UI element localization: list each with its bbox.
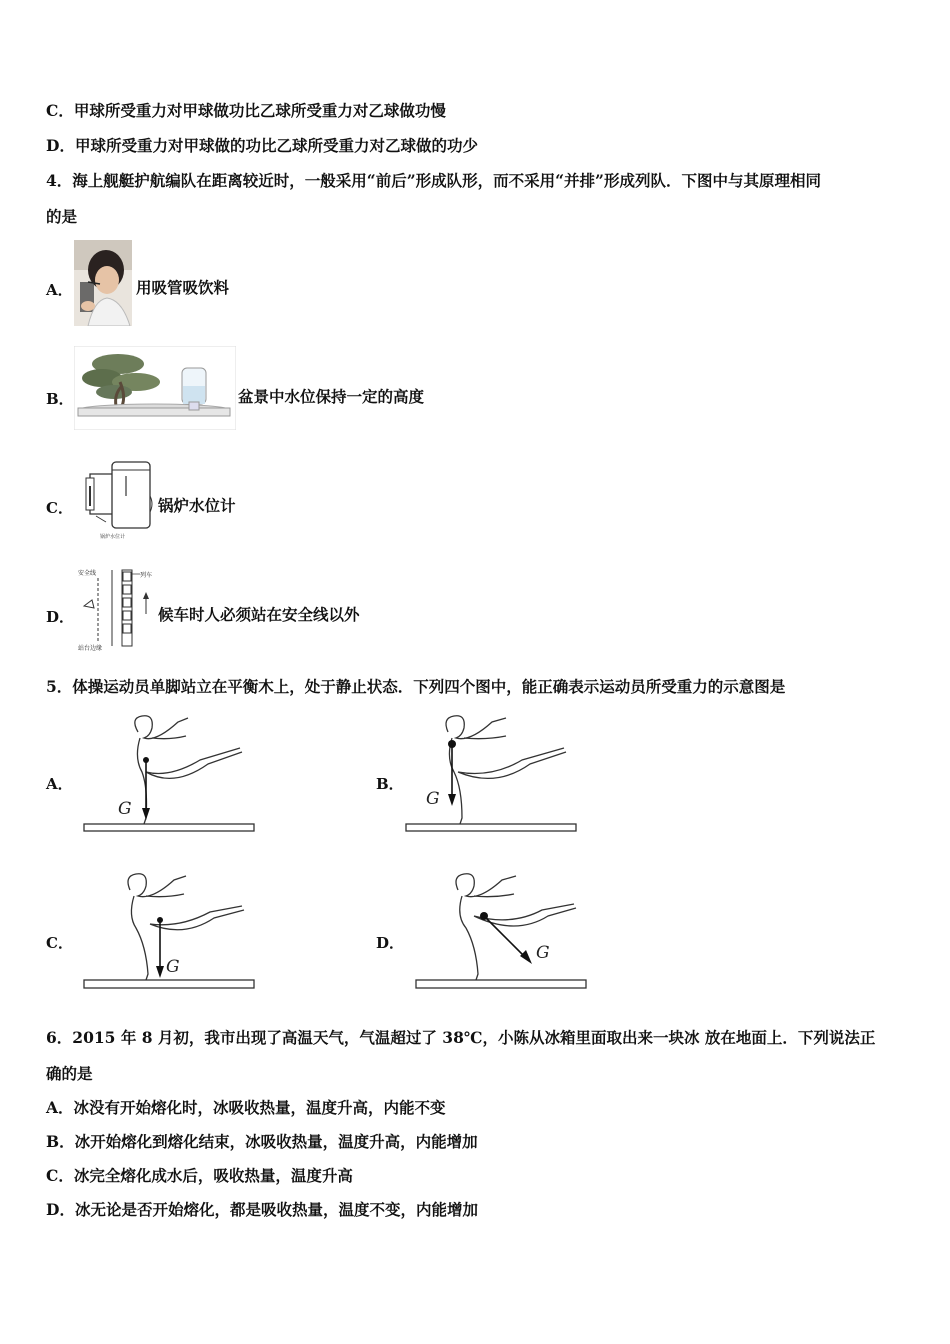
q4-option-d-label: D． <box>46 608 75 626</box>
q4-stem-line1: 4．海上舰艇护航编队在距离较近时，一般采用“前后”形成队形，而不采用“并排”形成列队．下图中与其原理相同 <box>46 171 821 190</box>
q3-option-c: C．甲球所受重力对甲球做功比乙球所受重力对乙球做功慢 <box>46 101 446 120</box>
q4-option-a-text: 用吸管吸饮料 <box>136 278 230 297</box>
q4-option-d-text: 候车时人必须站在安全线以外 <box>158 605 360 624</box>
gravity-label-b: G <box>426 789 440 809</box>
q4-stem-line2: 的是 <box>46 207 78 226</box>
q6-option-a: A．冰没有开始熔化时，冰吸收热量，温度升高，内能不变 <box>46 1098 446 1117</box>
q4-option-c-label: C． <box>46 499 73 517</box>
gravity-label-d: G <box>536 943 550 963</box>
q6-stem-line2: 确的是 <box>46 1064 93 1083</box>
q6-option-b: B．冰开始熔化到熔化结束，冰吸收热量，温度升高，内能增加 <box>46 1132 478 1151</box>
q6-stem-line1: 6．2015 年 8 月初，我市出现了高温天气，气温超过了 38℃，小陈从冰箱里面取出来一块冰 放在地面上．下列说法正 <box>46 1028 876 1047</box>
gymnast-figure-a <box>80 708 260 838</box>
bonsai-water-bottle-illustration <box>74 346 236 430</box>
platform-safety-line-diagram <box>76 566 158 652</box>
straw-drinking-photo <box>74 240 132 326</box>
gravity-label-c: G <box>166 957 180 977</box>
q3-option-d: D．甲球所受重力对甲球做的功比乙球所受重力对乙球做的功少 <box>46 136 478 155</box>
q5-option-a-label: A． <box>46 775 73 793</box>
boiler-caption: 锅炉水位计 <box>100 534 126 540</box>
safety-line-label: 安全线 <box>78 570 97 577</box>
q5-option-d-label: D． <box>376 934 405 952</box>
gymnast-figure-c <box>80 866 260 996</box>
q4-option-a-label: A． <box>46 281 73 299</box>
train-label: 列车 <box>140 572 153 579</box>
q4-option-c-text: 锅炉水位计 <box>158 496 236 515</box>
gymnast-figure-d <box>412 866 592 996</box>
boiler-gauge-diagram <box>76 456 156 540</box>
gymnast-figure-b <box>402 708 582 838</box>
gravity-label-a: G <box>118 799 132 819</box>
q5-option-b-label: B． <box>376 775 404 793</box>
platform-edge-label: 站台边缘 <box>78 645 103 652</box>
q5-option-c-label: C． <box>46 934 73 952</box>
q6-option-c: C．冰完全熔化成水后，吸收热量，温度升高 <box>46 1166 353 1185</box>
q6-option-d: D．冰无论是否开始熔化，都是吸收热量，温度不变，内能增加 <box>46 1200 478 1219</box>
q5-stem: 5．体操运动员单脚站立在平衡木上，处于静止状态．下列四个图中，能正确表示运动员所受重力的示意图是 <box>46 677 786 696</box>
q4-option-b-text: 盆景中水位保持一定的高度 <box>238 387 425 406</box>
q4-option-b-label: B． <box>46 390 74 408</box>
